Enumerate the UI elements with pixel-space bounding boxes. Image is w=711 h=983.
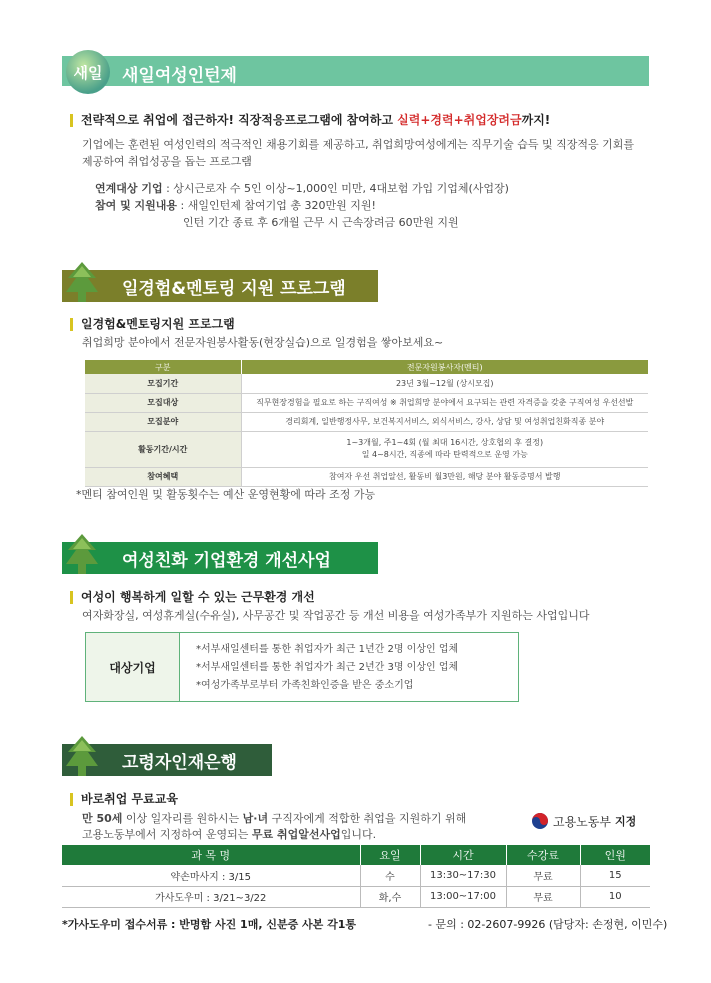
table-header-row (85, 360, 648, 374)
row-value: 참여자 우선 취업알선, 활동비 월3만원, 해당 분야 활동증명서 발행 (241, 467, 648, 486)
mentoring-table (85, 360, 648, 487)
tree-icon (62, 734, 102, 778)
table-row (85, 393, 648, 412)
cell-count: 15 (580, 865, 650, 886)
row-value: 경리회계, 일반행정사무, 보건복지서비스, 외식서비스, 강사, 상담 및 여성취업친화직종 분야 (241, 412, 648, 431)
target-value: : 상시근로자 수 5인 이상~1,000인 미만, 4대보험 가입 기업체(사업장) (162, 182, 509, 195)
desc-line-2: 제공하여 취업성공을 돕는 프로그램 (82, 155, 252, 168)
subhead-end: 까지! (521, 113, 551, 127)
desc-program: 무료 취업알선사업 (251, 828, 341, 841)
section2-subhead: 일경험&멘토링지원 프로그램 (70, 318, 235, 331)
box-label: 대상기업 (86, 633, 180, 701)
cell-day: 수 (360, 865, 420, 886)
cell-fee: 무료 (506, 886, 580, 907)
table-row (85, 412, 648, 431)
section1-subhead (70, 114, 550, 127)
support-value-2: 인턴 기간 종료 후 6개월 근무 시 근속장려금 60만원 지원 (183, 216, 459, 229)
header-day: 요일 (360, 845, 420, 865)
section2-header (62, 270, 378, 302)
cell-subject: 가사도우미 : 3/21~3/22 (62, 886, 360, 907)
footer-documents: *가사도우미 접수서류 : 반명함 사진 1매, 신분증 사본 각1통 (62, 918, 357, 931)
row-key: 모집대상 (85, 393, 241, 412)
table-row (85, 374, 648, 393)
desc-age: 만 50세 (82, 812, 123, 825)
table-row (85, 431, 648, 467)
header-time: 시간 (420, 845, 506, 865)
row-value (241, 431, 648, 467)
box-item: *서부새일센터를 통한 취업자가 최근 2년간 3명 이상인 업체 (196, 662, 459, 673)
ministry-designated: 지정 (614, 815, 637, 828)
tree-icon (62, 532, 102, 576)
row-key: 참여혜택 (85, 467, 241, 486)
korea-emblem-icon (531, 812, 549, 830)
support-value-1: : 새일인턴제 참여기업 총 320만원 지원! (177, 199, 376, 212)
row-value: 23년 3월~12월 (상시모집) (241, 374, 648, 393)
ministry-name: 고용노동부 (553, 814, 611, 829)
support-row (95, 197, 376, 214)
section2-note: *멘티 참여인원 및 활동횟수는 예산 운영현황에 따라 조정 가능 (76, 488, 376, 501)
desc-gender: 남·녀 (242, 812, 269, 825)
target-label: 연계대상 기업 (95, 182, 163, 195)
section3-desc: 여자화장실, 여성휴게실(수유실), 사무공간 및 작업공간 등 개선 비용을 여성가족부가 지원하는 사업입니다 (82, 609, 590, 622)
section1-title: 새일여성인턴제 (122, 66, 237, 86)
table-row (62, 886, 650, 907)
cell-day: 화,수 (360, 886, 420, 907)
box-item: *여성가족부로부터 가족친화인증을 받은 중소기업 (196, 680, 414, 691)
section4-desc-2 (82, 826, 376, 843)
cell-count: 10 (580, 886, 650, 907)
box-items (180, 633, 458, 701)
section3-subhead: 여성이 행복하게 일할 수 있는 근무환경 개선 (70, 591, 315, 604)
desc-text: 이상 일자리를 원하시는 (122, 812, 243, 825)
row-value-line-2: 일 4~8시간, 직종에 따라 탄력적으로 운영 가능 (361, 450, 528, 459)
header-fee: 수강료 (506, 845, 580, 865)
subhead-highlight: 실력+경력+취업장려금 (397, 113, 522, 127)
section2-title: 일경험&멘토링 지원 프로그램 (122, 278, 346, 299)
footer-contact: - 문의 : 02-2607-9926 (담당자: 손정현, 이민수) (428, 918, 668, 931)
header-count: 인원 (580, 845, 650, 865)
section4-subhead: 바로취업 무료교육 (70, 793, 178, 806)
target-company-box (85, 632, 519, 702)
header-mentee: 전문자원봉사자(멘티) (241, 360, 648, 374)
section1-desc (82, 136, 634, 170)
desc-text: 구직자에게 적합한 취업을 지원하기 위해 (268, 812, 467, 825)
desc-text: 입니다. (340, 828, 377, 841)
section4-desc-1 (82, 810, 466, 827)
ministry-badge (531, 812, 636, 830)
cell-fee: 무료 (506, 865, 580, 886)
row-value-line-1: 1~3개월, 주1~4회 (월 최대 16시간, 상호협의 후 결정) (346, 438, 544, 447)
header-category: 구분 (85, 360, 241, 374)
section3-header (62, 542, 378, 574)
table-row (62, 865, 650, 886)
header-subject: 과 목 명 (62, 845, 360, 865)
box-item: *서부새일센터를 통한 취업자가 최근 1년간 2명 이상인 업체 (196, 644, 459, 655)
subhead-text: 전략적으로 취업에 접근하자! 직장적응프로그램에 참여하고 (81, 113, 398, 127)
table-header-row (62, 845, 650, 865)
saeil-logo-icon (66, 50, 110, 94)
section4-header (62, 744, 272, 776)
section2-desc: 취업희망 분야에서 전문자원봉사활동(현장실습)으로 일경험을 쌓아보세요~ (82, 336, 444, 349)
section4-title: 고령자인재은행 (122, 752, 237, 773)
cell-time: 13:00~17:00 (420, 886, 506, 907)
row-value: 직무현장경험을 필요로 하는 구직여성 ※ 취업희망 분야에서 요구되는 관련 자격증을 갖춘 구직여성 우선선발 (241, 393, 648, 412)
cell-time: 13:30~17:30 (420, 865, 506, 886)
desc-line-1: 기업에는 훈련된 여성인력의 적극적인 채용기회를 제공하고, 취업희망여성에게는 직무기술 습득 및 직장적응 기회를 (82, 138, 635, 151)
table-row (85, 467, 648, 486)
row-key: 모집분야 (85, 412, 241, 431)
row-key: 모집기간 (85, 374, 241, 393)
tree-icon (62, 260, 102, 304)
cell-subject: 약손마사지 : 3/15 (62, 865, 360, 886)
saeil-logo-text: 새일 (73, 63, 103, 82)
row-key: 활동기간/시간 (85, 431, 241, 467)
section3-title: 여성친화 기업환경 개선사업 (122, 550, 331, 571)
desc-text: 고용노동부에서 지정하여 운영되는 (82, 828, 252, 841)
support-label: 참여 및 지원내용 (95, 199, 178, 212)
target-company-row (95, 180, 509, 197)
education-table (62, 845, 650, 908)
